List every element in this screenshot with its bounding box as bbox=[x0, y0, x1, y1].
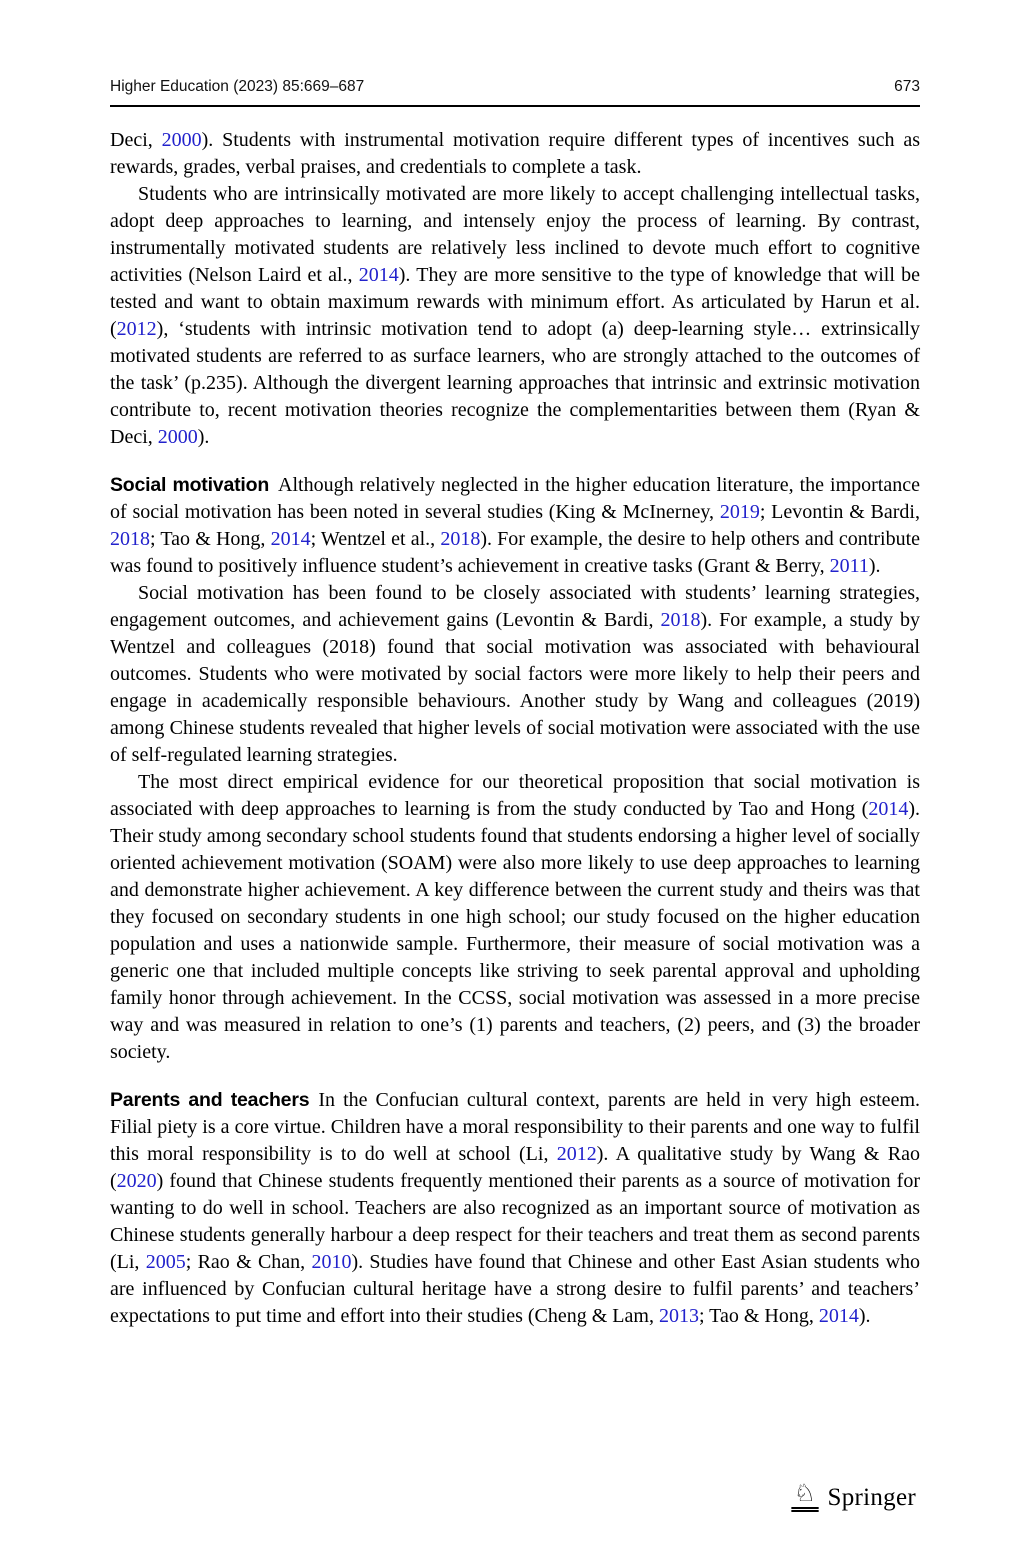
page-header bbox=[110, 78, 920, 96]
section-heading: Social motivation bbox=[110, 474, 270, 496]
publisher-wordmark: Springer bbox=[827, 1484, 916, 1511]
page-footer bbox=[792, 1481, 916, 1512]
citation-link[interactable]: 2018 bbox=[110, 528, 150, 550]
journal-reference: Higher Education (2023) 85:669–687 bbox=[110, 78, 365, 95]
citation-link[interactable]: 2012 bbox=[556, 1143, 597, 1165]
citation-link[interactable]: 2012 bbox=[116, 318, 157, 340]
section-paragraph: Social motivation Although relatively neglected in the higher education literature, the importance of social motivation has been noted in several studies (King & McInerney, 2019; Levontin & Bardi, 2018; Tao & Hong, 2014; Wentzel et al., 2018). For example, the desire to help others and contribute was found to positively influence student’s achievement in creative tasks (Grant & Berry, 2011). bbox=[110, 474, 920, 577]
body-paragraph: Deci, 2000). Students with instrumental motivation require different types of incentives such as rewards, grades, verbal praises, and credentials to complete a task. bbox=[110, 129, 920, 178]
citation-link[interactable]: 2000 bbox=[161, 129, 202, 151]
article-body bbox=[110, 127, 920, 1330]
section-paragraph: Parents and teachers In the Confucian cultural context, parents are held in very high esteem. Filial piety is a core virtue. Children have a moral responsibility to their parents and one way to fulfil this moral responsibility is to do well at school (Li, 2012). A qualitative study by Wang & Rao (2020) found that Chinese students frequently mentioned their parents as a source of motivation for wanting to do well in school. Teachers are also recognized as an important source of motivation as Chinese students generally harbour a deep respect for their teachers and treat them as second parents (Li, 2005; Rao & Chan, 2010). Studies have found that Chinese and other East Asian students who are influenced by Confucian cultural heritage have a strong desire to fulfil parents’ and teachers’ expectations to put time and effort into their studies (Cheng & Lam, 2013; Tao & Hong, 2014). bbox=[110, 1089, 921, 1327]
springer-knight-icon: ♘ bbox=[791, 1481, 818, 1512]
citation-link[interactable]: 2019 bbox=[719, 501, 760, 523]
page-number: 673 bbox=[894, 78, 920, 95]
citation-link[interactable]: 2013 bbox=[658, 1305, 699, 1327]
citation-link[interactable]: 2014 bbox=[868, 798, 909, 820]
citation-link[interactable]: 2014 bbox=[818, 1305, 859, 1327]
citation-link[interactable]: 2020 bbox=[116, 1170, 157, 1192]
citation-link[interactable]: 2010 bbox=[311, 1251, 352, 1273]
body-paragraph: Students who are intrinsically motivated are more likely to accept challenging intellectual tasks, adopt deep approaches to learning, and intensely enjoy the process of learning. By contrast, instrumentally motivated students are relatively less inclined to devote much effort to cognitive activities (Nelson Laird et al., 2014). They are more sensitive to the type of knowledge that will be tested and want to obtain maximum rewards with minimum effort. As articulated by Harun et al. (2012), ‘students with intrinsic motivation tend to adopt (a) deep-learning style… extrinsically motivated students are referred to as surface learners, who are strongly attached to the outcomes of the task’ (p.235). Although the divergent learning approaches that intrinsic and extrinsic motivation contribute to, recent motivation theories recognize the complementarities between them (Ryan & Deci, 2000). bbox=[110, 183, 920, 448]
citation-link[interactable]: 2018 bbox=[440, 528, 481, 550]
citation-link[interactable]: 2000 bbox=[157, 426, 198, 448]
header-divider bbox=[110, 105, 920, 107]
body-paragraph: Social motivation has been found to be closely associated with students’ learning strategies, engagement outcomes, and achievement gains (Levontin & Bardi, 2018). For example, a study by Wentzel and colleagues (2018) found that social motivation was associated with behavioural outcomes. Students who were motivated by social factors were more likely to help their peers and engage in academically responsible behaviours. Another study by Wang and colleagues (2019) among Chinese students revealed that higher levels of social motivation were associated with the use of self-regulated learning strategies. bbox=[110, 582, 921, 766]
citation-link[interactable]: 2011 bbox=[829, 555, 869, 577]
citation-link[interactable]: 2014 bbox=[358, 264, 399, 286]
section-heading: Parents and teachers bbox=[110, 1089, 310, 1111]
citation-link[interactable]: 2005 bbox=[145, 1251, 186, 1273]
body-paragraph: The most direct empirical evidence for our theoretical proposition that social motivation is associated with deep approaches to learning is from the study conducted by Tao and Hong (2014). Their study among secondary school students found that students endorsing a higher level of socially oriented achievement motivation (SOAM) were also more likely to use deep approaches to learning and demonstrate higher achievement. A key difference between the current study and theirs was that they focused on secondary students in one high school; our study focused on the higher education population and uses a nationwide sample. Furthermore, their measure of social motivation was a generic one that included multiple concepts like striving to seek parental approval and upholding family honor through achievement. In the CCSS, social motivation was assessed in a more precise way and was measured in relation to one’s (1) parents and teachers, (2) peers, and (3) the broader society. bbox=[110, 771, 920, 1063]
citation-link[interactable]: 2014 bbox=[270, 528, 311, 550]
citation-link[interactable]: 2018 bbox=[660, 609, 701, 631]
